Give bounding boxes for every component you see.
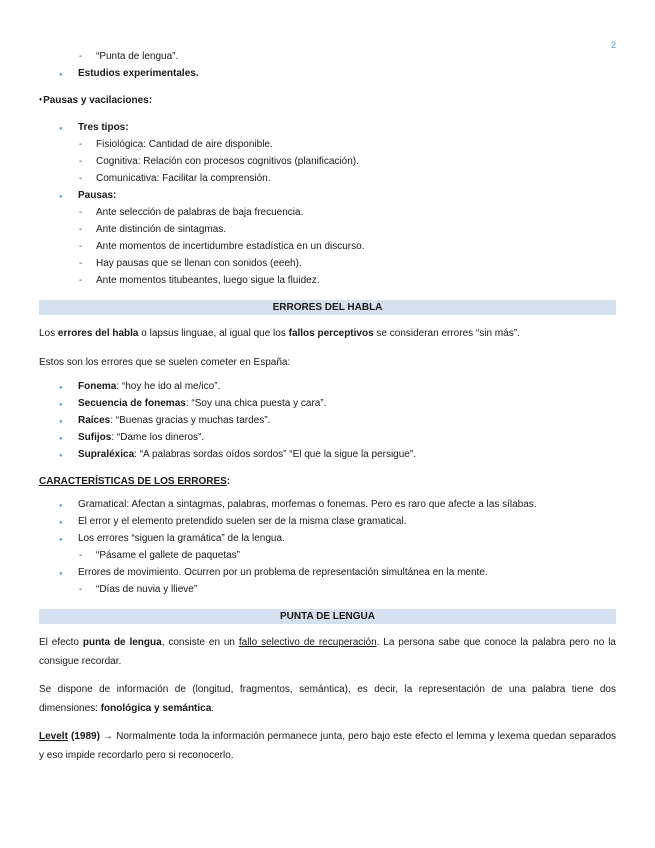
list-item: - Fisiológica: Cantidad de aire disponible. <box>39 138 616 155</box>
paragraph-punta-2 <box>39 681 616 718</box>
characteristics-heading-text: CARACTERÍSTICAS DE LOS ERRORES <box>39 476 227 487</box>
bold-term: fonológica y semántica <box>100 702 212 714</box>
section-heading-punta: PUNTA DE LENGUA <box>39 609 616 624</box>
list-item: - Comunicativa: Facilitar la comprensión. <box>39 172 616 189</box>
error-example: : “Dame los dineros”. <box>111 432 205 443</box>
text-run: Normalmente toda la información permanece junta, pero bajo este efecto el lemma y lexema quedan separados y eso impide recordarlo pero si reconocerlo. <box>39 731 617 761</box>
list-item <box>39 380 616 397</box>
error-term: Fonema <box>78 381 117 392</box>
text-run: Los <box>39 328 58 339</box>
error-term: Secuencia de fonemas <box>78 398 186 409</box>
list-item: ● Gramatical: Afectan a sintagmas, palabras, morfemas o fonemas. Pero es raro que afecte a las sílabas. <box>39 498 616 515</box>
text-run: Se dispone de información de (longitud, fragmentos, semántica), es decir, la representación de una palabra tiene dos dimensiones: <box>39 684 616 714</box>
list-item <box>39 414 616 431</box>
list-item <box>39 67 616 84</box>
list-item: ● El error y el elemento pretendido suelen ser de la misma clase gramatical. <box>39 515 616 532</box>
heading-colon: : <box>226 476 231 487</box>
pausas-label: Pausas: <box>78 190 117 201</box>
error-example: : “hoy he ido al me/ico”. <box>116 381 221 392</box>
list-item: - “Pásame el gallete de paquetas” <box>39 549 616 566</box>
paragraph-levelt <box>39 728 616 765</box>
list-item: - Hay pausas que se llenan con sonidos (eeeh). <box>39 257 616 274</box>
list-item: ● Los errores “siguen la gramática” de la lengua. <box>39 532 616 549</box>
error-term: Raíces <box>78 415 111 426</box>
section-heading-errores: ERRORES DEL HABLA <box>39 300 616 315</box>
text-run: se consideran errores “sin más”. <box>373 328 520 339</box>
list-item <box>39 50 616 67</box>
list-item: - Ante momentos de incertidumbre estadística en un discurso. <box>39 240 616 257</box>
bold-term: fallos perceptivos <box>288 328 374 339</box>
text-run: o lapsus linguae, al igual que los <box>138 328 289 339</box>
list-item-text: Estudios experimentales. <box>78 68 199 79</box>
paragraph-lead: Estos son los errores que se suelen cometer en España: <box>39 356 291 368</box>
list-item: - Ante selección de palabras de baja frecuencia. <box>39 206 616 223</box>
list-item <box>39 448 616 465</box>
underlined-term: fallo selectivo de recuperación <box>238 637 377 648</box>
list-item-pausas <box>39 189 616 206</box>
error-example: : “A palabras sordas oídos sordos” “El que la sigue la persigue”. <box>134 449 416 460</box>
text-run: . <box>211 702 215 714</box>
pausas-heading-text: Pausas y vacilaciones: <box>43 95 153 106</box>
characteristics-heading <box>39 475 616 492</box>
paragraph-punta-1 <box>39 634 616 671</box>
text-run: El efecto <box>39 637 83 648</box>
tres-tipos-label: Tres tipos: <box>78 122 129 133</box>
error-example: : “Soy una chica puesta y cara”. <box>185 398 327 409</box>
bold-term: errores del habla <box>57 328 139 339</box>
error-term: Sufijos <box>78 432 112 443</box>
text-run: , consiste en un <box>161 637 239 648</box>
paragraph-intro <box>39 325 616 344</box>
text-run: . La persona sabe que conoce la palabra pero no la consigue recordar. <box>39 637 616 667</box>
list-item: - Ante distinción de sintagmas. <box>39 223 616 240</box>
list-item <box>39 397 616 414</box>
list-item-tres-tipos <box>39 121 616 138</box>
error-example: : “Buenas gracias y muchas tardes”. <box>110 415 271 426</box>
page-number: 2 <box>611 40 617 50</box>
list-item-text: “Punta de lengua”. <box>96 51 179 62</box>
list-item: - “Días de nuvia y llieve” <box>39 583 616 600</box>
author-name: Levelt <box>39 731 68 742</box>
document-body <box>39 50 616 765</box>
list-item: - Cognitiva: Relación con procesos cognitivos (planificación). <box>39 155 616 172</box>
arrow-icon: → <box>99 731 117 742</box>
list-item <box>39 431 616 448</box>
error-term: Supraléxica <box>78 449 135 460</box>
list-item: - Ante momentos titubeantes, luego sigue la fluidez. <box>39 274 616 291</box>
year: (1989) <box>67 731 100 742</box>
diamond-bullet-icon: ♦ <box>39 97 43 103</box>
pausas-heading <box>39 94 616 111</box>
bold-term: punta de lengua <box>82 637 162 648</box>
list-item: ● Errores de movimiento. Ocurren por un problema de representación simultánea en la mente. <box>39 566 616 583</box>
